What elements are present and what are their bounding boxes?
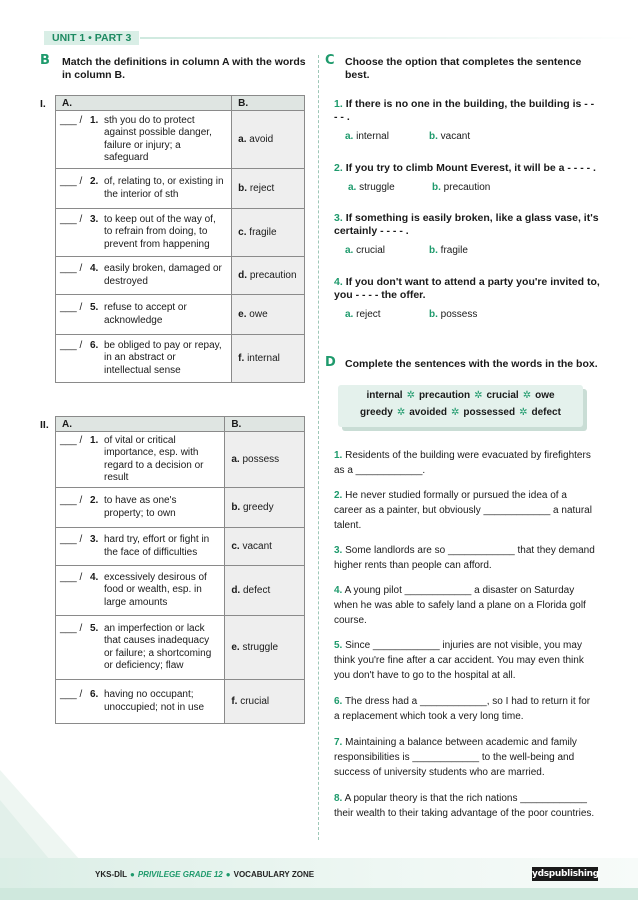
option-a-word: reject [356,309,381,320]
item-number: 6. [90,339,99,351]
section-b-title: Match the definitions in column A with the words in column B. [62,56,306,81]
match-row [56,432,305,488]
match-row [56,257,305,295]
box-word: possessed [463,407,516,418]
definition [60,115,225,165]
corner-decoration [0,760,120,860]
definition-cell [56,111,232,169]
separator-star-icon: ✲ [406,390,415,401]
option-letter: b. [238,183,248,194]
option-word: vacant [242,541,272,552]
word-cell [232,335,305,383]
option-word: defect [243,585,271,596]
question-1 [334,98,600,124]
item-number: 1. [90,434,99,446]
definition [60,263,225,288]
option-word: reject [249,183,275,194]
sentence-number: 1. [334,450,343,461]
option-b-word: vacant [440,131,471,142]
sentence-number: 5. [334,640,343,651]
option-letter: a. [231,454,240,465]
sentence-5 [334,638,596,683]
definition-cell [56,616,225,680]
option-letter: e. [231,642,240,653]
sentence-text: Maintaining a balance between academic and family responsibilities is ____________ to the well-being and success of university students who are married. [334,737,577,778]
option-letter: a. [238,134,247,145]
option-b-word: precaution [443,182,491,193]
definition [60,214,225,252]
word-cell [232,111,305,169]
definition [60,340,225,378]
section-c-letter: C [325,53,335,68]
separator-star-icon: ✲ [396,407,406,418]
sentence-4 [334,583,596,628]
sentence-text: A popular theory is that the rich nations ____________ their wealth to their taking advantage of the poor countries. [334,793,595,819]
sentence-text: Some landlords are so ____________ that they demand higher rents than people can afford. [334,545,595,571]
definition-text: to have as one's property; to own [104,495,177,519]
answer-blank: ___ / [60,339,83,351]
sentence-number: 2. [334,490,343,501]
option-a-word: internal [356,131,389,142]
box-word: avoided [409,407,448,418]
sentence-7 [334,735,596,780]
part-two-label: II. [40,419,49,431]
question-text: If you don't want to attend a party you're invited to, you - - - - the offer. [334,276,600,301]
definition [60,689,218,714]
definition-cell [56,209,232,257]
word-box [338,385,583,427]
definition-text: excessively desirous of food or wealth, esp. in large amounts [104,571,207,608]
part-one-label: I. [40,98,46,110]
option-b-letter: b. [429,245,438,256]
word-cell [225,616,305,680]
box-word: defect [531,407,561,418]
question-number: 3. [334,212,343,224]
answer-blank: ___ / [60,302,83,313]
option-letter: d. [231,585,241,596]
footer-series: PRIVILEGE GRADE 12 [137,870,223,879]
option-letter: f. [238,353,245,364]
footer-title: VOCABULARY ZONE [233,870,315,879]
option-a-letter: a. [345,245,354,256]
definition-cell [56,680,225,724]
definition-cell [56,335,232,383]
option-letter: b. [231,502,241,513]
question-options [348,182,548,193]
separator-star-icon: ✲ [522,390,532,401]
section-c-title: Choose the option that completes the sentence best. [345,56,582,81]
answer-blank: ___ / [60,622,83,634]
option-b-letter: b. [432,182,441,193]
word-cell [232,209,305,257]
box-word: crucial [486,390,519,401]
sentence-number: 7. [334,737,343,748]
option-b-letter: b. [429,309,438,320]
option-word: owe [249,309,268,320]
question-number: 1. [334,98,343,110]
definition-text: easily broken, damaged or destroyed [104,263,222,287]
question-text: If you try to climb Mount Everest, it will be a - - - - . [345,162,596,174]
question-number: 4. [334,276,343,288]
option-word: fragile [249,227,277,238]
match-row [56,111,305,169]
definition-cell [56,295,232,335]
option-letter: c. [238,227,247,238]
item-number: 5. [90,622,99,634]
definition [60,623,218,673]
section-d-letter: D [325,355,336,370]
match-row [56,566,305,616]
definition-text: refuse to accept or acknowledge [104,302,187,326]
section-b-letter: B [40,53,50,68]
footer-strip [0,888,638,900]
sentence-text: Since ____________ injuries are not visible, you may think you're fine after a car accident. You may even think you don't have to go to the hospital at all. [334,640,584,681]
box-word: greedy [360,407,393,418]
question-4 [334,276,600,302]
item-number: 5. [90,302,99,313]
match-row [56,680,305,724]
question-options [345,309,545,320]
publisher-logo: ydspublishing [532,869,599,879]
column-a-header: A. [56,417,225,432]
answer-blank: ___ / [60,534,83,545]
match-row [56,528,305,566]
match-row [56,335,305,383]
option-a-letter: a. [348,182,357,193]
column-b-header: B. [232,96,305,111]
option-b-word: fragile [440,245,468,256]
answer-blank: ___ / [60,114,83,126]
definition [60,176,225,201]
unit-tab: UNIT 1 • PART 3 [44,31,139,45]
option-a-word: struggle [359,182,395,193]
question-options [345,131,545,142]
answer-blank: ___ / [60,213,83,225]
header-rule [140,37,638,39]
option-a-letter: a. [345,131,354,142]
column-a-header: A. [56,96,232,111]
item-number: 2. [90,495,99,506]
option-word: avoid [249,134,274,145]
option-word: crucial [240,696,270,707]
item-number: 6. [90,689,99,700]
definition-text: having no occupant; unoccupied; not in use [104,689,205,713]
definition-text: be obliged to pay or repay, in an abstract or intellectual sense [104,339,222,376]
sentence-2 [334,488,596,533]
word-cell [225,488,305,528]
option-word: struggle [242,642,279,653]
answer-blank: ___ / [60,495,83,506]
option-a-word: crucial [356,245,386,256]
item-number: 2. [90,176,99,187]
question-options [345,245,545,256]
word-cell [232,257,305,295]
matching-table-one [55,95,305,383]
definition-text: to keep out of the way of, to refrain from doing, to prevent from happening [104,213,216,250]
definition-cell [56,528,225,566]
option-word: possess [242,454,280,465]
separator-star-icon: ✲ [474,390,483,401]
definition [60,435,218,485]
definition-text: hard try, effort or fight in the face of difficulties [104,534,210,558]
section-d-title: Complete the sentences with the words in the box. [345,358,598,370]
sentence-3 [334,543,596,573]
definition-text: of vital or critical importance, esp. with regard to a decision or result [104,434,204,483]
option-b [429,131,470,142]
item-number: 3. [90,534,99,545]
question-number: 2. [334,162,343,174]
option-a-letter: a. [345,309,354,320]
footer-exam: YKS-DİL [95,870,127,879]
option-b [429,309,477,320]
question-2 [334,162,600,175]
word-cell [225,432,305,488]
word-cell [225,528,305,566]
option-b [432,182,490,193]
match-row [56,169,305,209]
option-b [429,245,468,256]
sentence-text: Residents of the building were evacuated by firefighters as a ____________. [334,450,591,476]
definition-cell [56,432,225,488]
definition-cell [56,488,225,528]
definition-cell [56,257,232,295]
option-letter: f. [231,696,238,707]
word-cell [225,680,305,724]
box-word: internal [366,390,403,401]
definition-text: of, relating to, or existing in the interior of sth [104,176,224,200]
option-word: precaution [249,270,297,281]
sentence-number: 3. [334,545,343,556]
word-cell [232,169,305,209]
answer-blank: ___ / [60,434,83,446]
match-row [56,295,305,335]
column-b-header: B. [225,417,305,432]
definition-text: an imperfection or lack that causes inadequacy or failure; a shortcoming or deficiency; flaw [104,622,212,671]
option-letter: c. [231,541,240,552]
answer-blank: ___ / [60,263,83,274]
answer-blank: ___ / [60,689,83,700]
word-cell [225,566,305,616]
definition [60,302,225,327]
option-word: greedy [243,502,274,513]
sentence-1 [334,448,596,478]
sentence-number: 6. [334,696,343,707]
match-row [56,209,305,257]
answer-blank: ___ / [60,176,83,187]
option-letter: d. [238,270,248,281]
box-word: owe [535,390,555,401]
option-b-word: possess [440,309,478,320]
definition [60,572,218,610]
word-cell [232,295,305,335]
question-text: If there is no one in the building, the building is - - - - . [334,98,595,123]
matching-table-two [55,416,305,724]
separator-star-icon: ✲ [451,407,460,418]
definition-cell [56,169,232,209]
definition-cell [56,566,225,616]
answer-blank: ___ / [60,571,83,583]
option-letter: e. [238,309,247,320]
item-number: 4. [90,571,99,583]
question-3 [334,212,600,238]
definition-text: sth you do to protect against possible danger, failure or injury; a safeguard [104,114,212,163]
item-number: 1. [90,114,99,126]
match-row [56,616,305,680]
sentence-number: 8. [334,793,343,804]
item-number: 3. [90,213,99,225]
definition [60,534,218,559]
sentence-8 [334,791,596,821]
separator-star-icon: ✲ [519,407,528,418]
sentence-6 [334,694,596,724]
column-divider [318,55,319,840]
question-text: If something is easily broken, like a glass vase, it's certainly - - - - . [334,212,599,237]
sentence-text: He never studied formally or pursued the idea of a career as a painter, but obviously ____________ a natural talent. [334,490,592,531]
sentence-text: The dress had a ____________, so I had to return it for a replacement which took a very long time. [334,696,591,722]
match-row [56,488,305,528]
item-number: 4. [90,263,99,274]
option-word: internal [247,353,280,364]
sentence-text: A young pilot ____________ a disaster on Saturday when he was able to safely land a plane on a Florida golf course. [334,585,586,626]
sentence-number: 4. [334,585,343,596]
box-word: precaution [418,390,471,401]
definition [60,495,218,520]
footer-text: YKS-DİL ● PRIVILEGE GRADE 12 ● VOCABULARY ZONE [95,870,315,879]
option-b-letter: b. [429,131,438,142]
